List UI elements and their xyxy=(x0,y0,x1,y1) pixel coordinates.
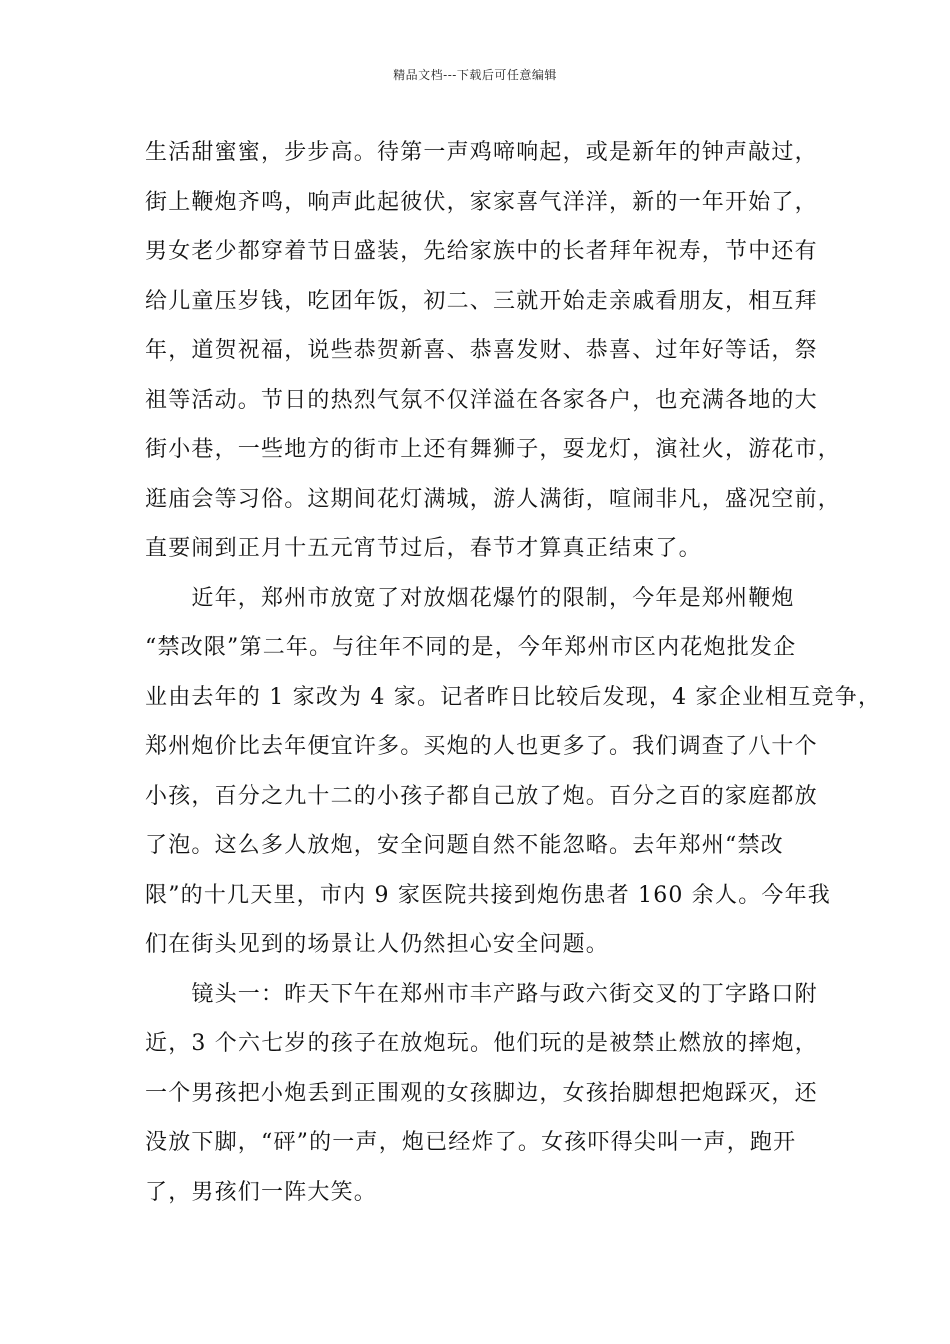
paragraph-start-line: 近年，郑州市放宽了对放烟花爆竹的限制，今年是郑州鞭炮 xyxy=(145,585,795,611)
text-line: 逛庙会等习俗。这期间花灯满城，游人满街，喧闹非凡，盛况空前， xyxy=(145,486,842,512)
text-line: 街上鞭炮齐鸣，响声此起彼伏，家家喜气洋洋，新的一年开始了， xyxy=(145,189,818,215)
text-line: 限”的十几天里，市内 9 家医院共接到炮伤患者 160 余人。今年我 xyxy=(145,882,832,908)
paragraph-start-line: 镜头一：昨天下午在郑州市丰产路与政六街交叉的丁字路口附 xyxy=(145,981,818,1007)
text-line: 年，道贺祝福，说些恭贺新喜、恭喜发财、恭喜、过年好等话，祭 xyxy=(145,338,818,363)
text-line: 近，3 个六七岁的孩子在放炮玩。他们玩的是被禁止燃放的摔炮， xyxy=(145,1031,818,1056)
text-line: 祖等活动。节日的热烈气氛不仅洋溢在各家各户，也充满各地的大 xyxy=(145,387,818,413)
text-line: 小孩，百分之九十二的小孩子都自己放了炮。百分之百的家庭都放 xyxy=(145,783,818,809)
text-line: 一个男孩把小炮丢到正围观的女孩脚边，女孩抬脚想把炮踩灭，还 xyxy=(145,1080,818,1106)
text-line: 们在街头见到的场景让人仍然担心安全问题。 xyxy=(145,932,610,957)
text-line: 生活甜蜜蜜，步步高。待第一声鸡啼响起，或是新年的钟声敲过， xyxy=(145,140,818,165)
text-line: 了泡。这么多人放炮，安全问题自然不能忽略。去年郑州“禁改 xyxy=(145,833,784,858)
text-line: 郑州炮价比去年便宜许多。买炮的人也更多了。我们调查了八十个 xyxy=(145,734,818,759)
body-text xyxy=(145,128,882,1217)
text-line: 没放下脚，“砰”的一声，炮已经炸了。女孩吓得尖叫一声，跑开 xyxy=(145,1130,797,1155)
text-line: 给儿童压岁钱，吃团年饭，初二、三就开始走亲戚看朋友，相互拜 xyxy=(145,288,818,314)
text-line: 了，男孩们一阵大笑。 xyxy=(145,1179,378,1205)
text-line: “禁改限”第二年。与往年不同的是，今年郑州市区内花炮批发企 xyxy=(145,635,797,660)
text-line: 街小巷，一些地方的街市上还有舞狮子，耍龙灯，演社火，游花市， xyxy=(145,437,842,462)
text-line: 男女老少都穿着节日盛装，先给家族中的长者拜年祝寿，节中还有 xyxy=(145,239,818,264)
page-header: 精品文档---下载后可任意编辑 xyxy=(393,68,557,82)
text-line: 直要闹到正月十五元宵节过后，春节才算真正结束了。 xyxy=(145,536,702,561)
text-line: 业由去年的 1 家改为 4 家。记者昨日比较后发现，4 家企业相互竞争， xyxy=(145,684,882,710)
